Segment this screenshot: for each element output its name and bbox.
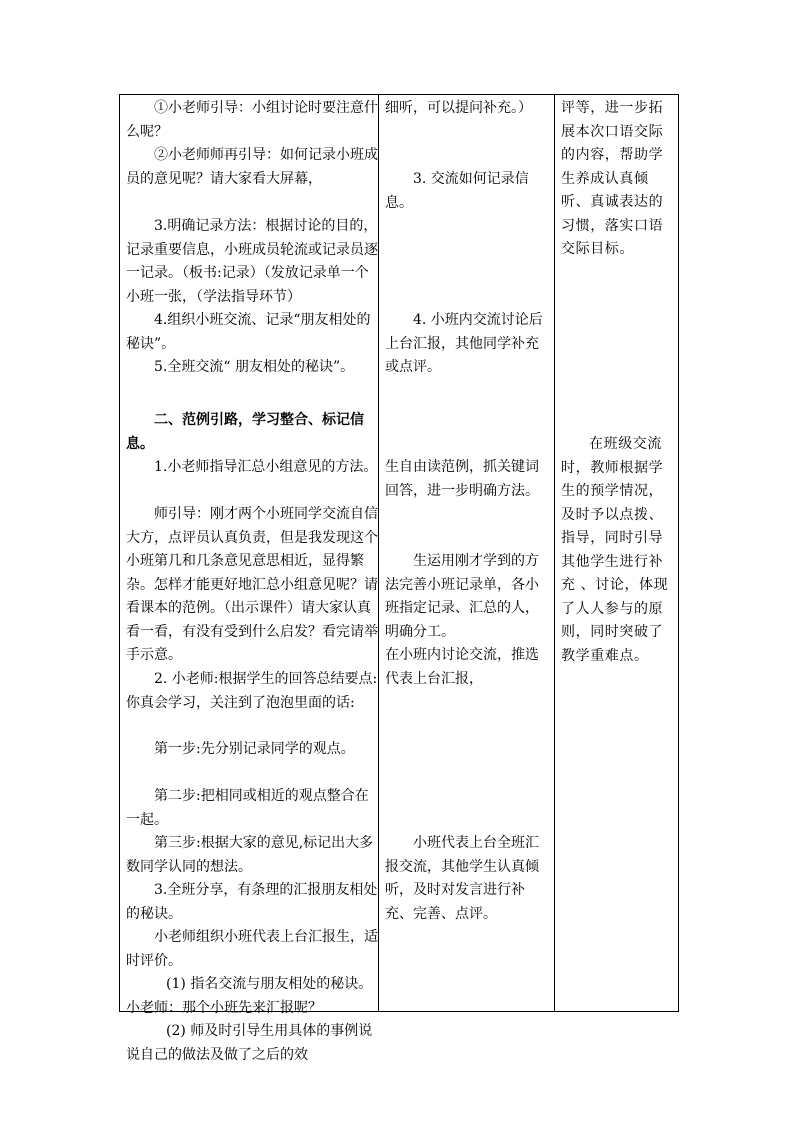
col1-paragraph-9: 2. 小老师:根据学生的回答总结要点:你真会学习，关注到了泡泡里面的话: xyxy=(126,671,378,711)
col1-paragraph-5: 5.全班交流“ 朋友相处的秘诀”。 xyxy=(154,359,355,375)
step-two: 第二步:把相同或相近的观点整合在一起。 xyxy=(126,788,369,828)
col2-paragraph-6: 在小班内讨论交流，推选代表上台汇报， xyxy=(385,647,539,687)
student-activity-cell xyxy=(379,95,555,1012)
col2-paragraph-3: 4. 小班内交流讨论后上台汇报，其他同学补充或点评。 xyxy=(385,312,543,375)
col3-paragraph-2: 在班级交流时，教师根据学生的预学情况，及时予以点拨、指导，同时引导其他学生进行补充 、讨论，体现了人人参与的原则，同时突破了教学重难点。 xyxy=(561,436,669,664)
col3-paragraph-1: 评等，进一步拓展本次口语交际的内容，帮助学生养成认真倾听、真诚表达的习惯，落实口语交际目标。 xyxy=(561,100,664,257)
lesson-plan-table xyxy=(119,94,679,1063)
col1-paragraph-15: (1) 指名交流与朋友相处的秘诀。小老师：那个小班先来汇报呢？ xyxy=(126,976,373,1016)
col1-paragraph-13: 3.全班分享，有条理的汇报朋友相处的秘诀。 xyxy=(126,882,378,922)
col1-paragraph-4: 4.组织小班交流、记录“朋友相处的秘诀”。 xyxy=(126,312,371,352)
col1-paragraph-1: ①小老师引导：小组讨论时要注意什么呢？ xyxy=(126,100,378,140)
col2-paragraph-7: 小班代表上台全班汇报交流，其他学生认真倾听，及时对发言进行补充、完善、点评。 xyxy=(385,835,539,922)
step-one: 第一步:先分别记录同学的观点。 xyxy=(154,741,355,757)
section-heading: 二、范例引路，学习整合、标记信息。 xyxy=(126,412,364,452)
col2-paragraph-1: 细听，可以提问补充。） xyxy=(385,100,532,116)
design-intent-cell xyxy=(555,95,679,1012)
step-three: 第三步:根据大家的意见,标记出大多数同学认同的想法。 xyxy=(126,835,374,875)
table-row xyxy=(120,95,679,1012)
col1-paragraph-7: 1.小老师指导汇总小组意见的方法。 xyxy=(154,459,378,475)
col2-paragraph-5: 生运用刚才学到的方法完善小班记录单，各小班指定记录、汇总的人，明确分工。 xyxy=(385,553,539,640)
col1-paragraph-16: (2) 师及时引导生用具体的事例说说自己的做法及做了之后的效 xyxy=(126,1023,373,1063)
col1-paragraph-14: 小老师组织小班代表上台汇报生，适时评价。 xyxy=(126,929,378,969)
col1-paragraph-3: 3.明确记录方法：根据讨论的目的，记录重要信息，小班成员轮流或记录员逐一记录。（板书:记录）（发放记录单一个小班一张，（学法指导环节） xyxy=(126,218,378,305)
col1-paragraph-8: 师引导：刚才两个小班同学交流自信大方，点评员认真负责，但是我发现这个小班第几和几条意见意思相近，显得繁杂。怎样才能更好地汇总小组意见呢？请看课本的范例。（出示课件）请大家认真看一看，有没有受到什么启发？看完请举手示意。 xyxy=(126,506,378,663)
col2-paragraph-2: 3. 交流如何记录信息。 xyxy=(385,171,529,211)
col1-paragraph-2: ②小老师师再引导：如何记录小班成员的意见呢？请大家看大屏幕， xyxy=(126,147,378,187)
teacher-activity-cell xyxy=(120,95,379,1063)
col2-paragraph-4: 生自由读范例，抓关键词回答，进一步明确方法。 xyxy=(385,459,539,499)
